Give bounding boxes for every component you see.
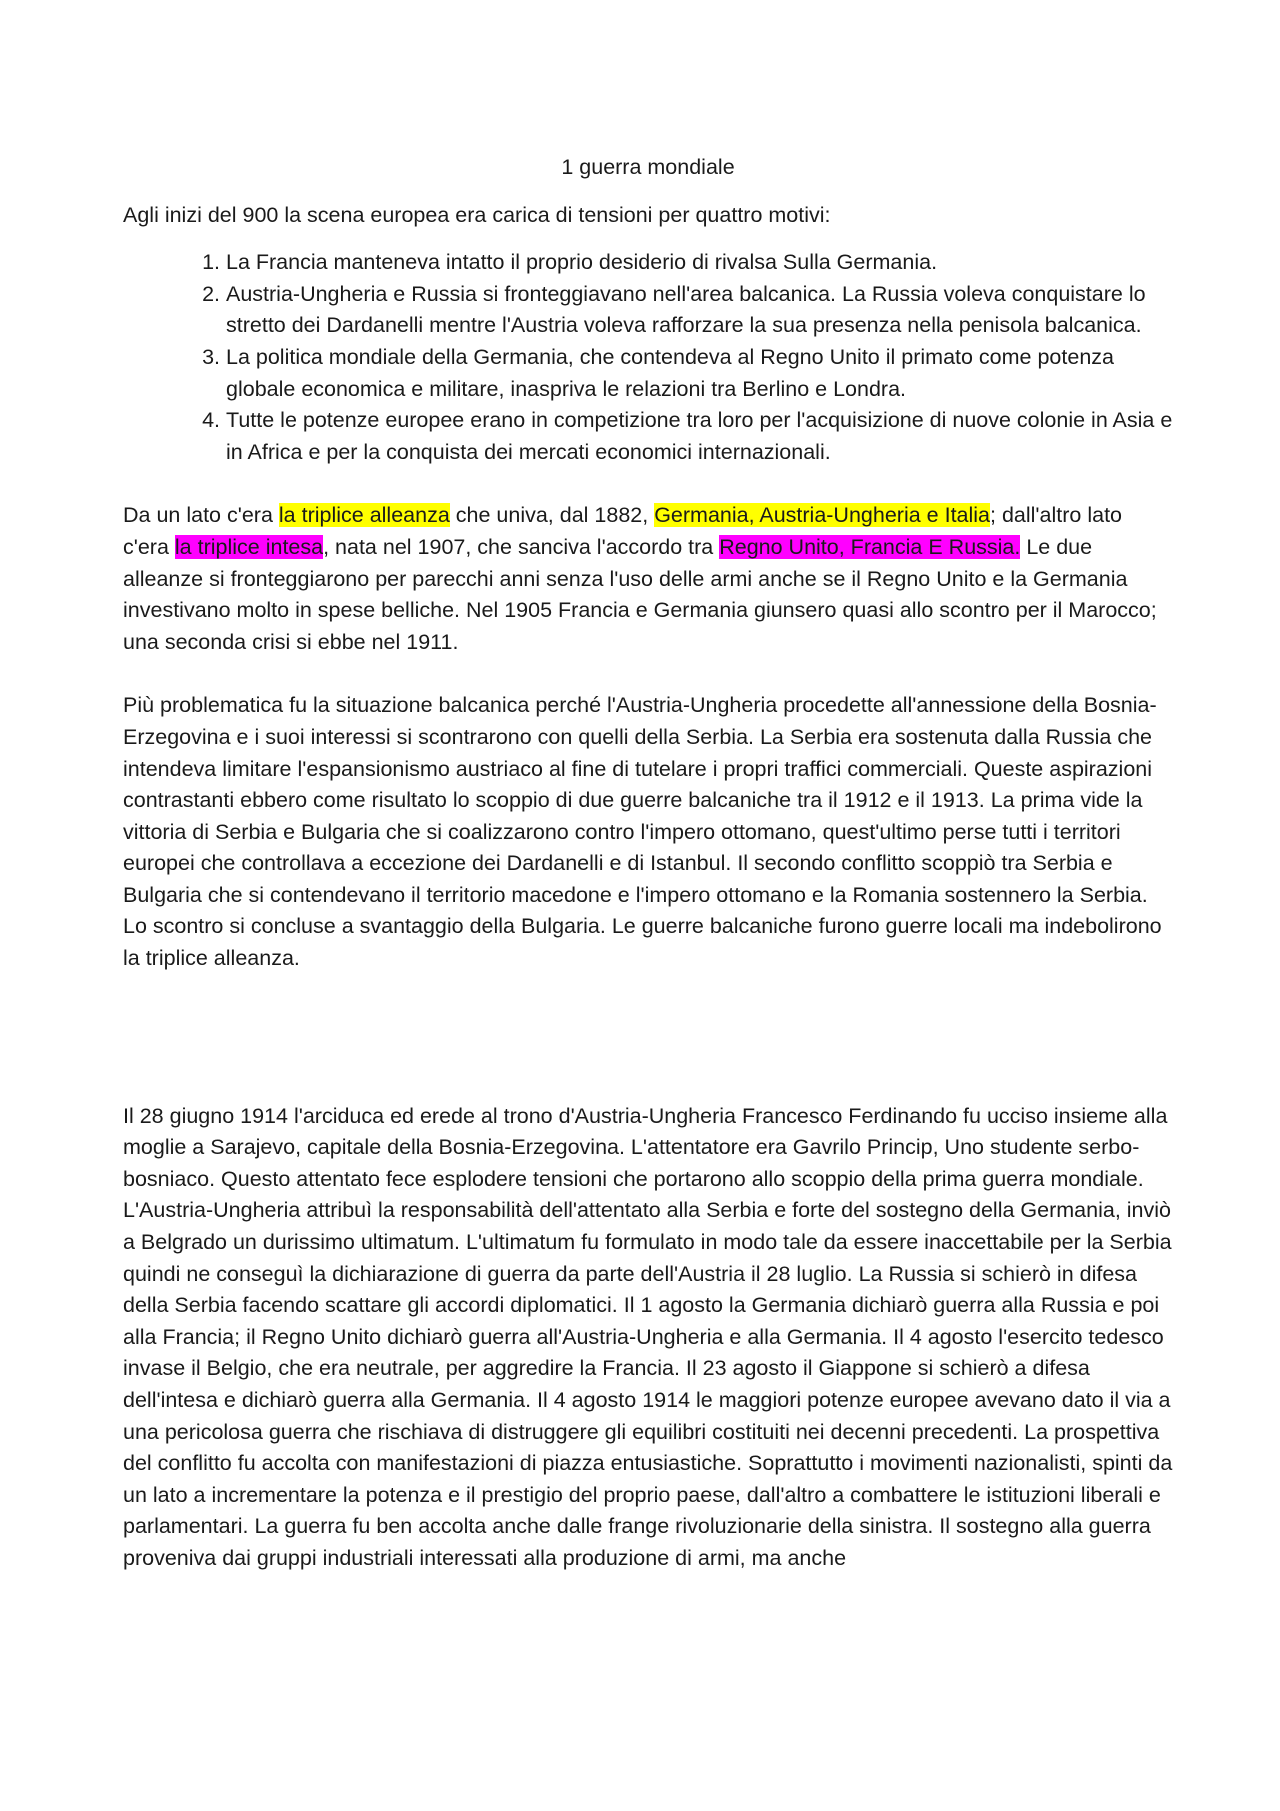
sarajevo-paragraph: Il 28 giugno 1914 l'arciduca ed erede al trono d'Austria-Ungheria Francesco Ferdinando fu ucciso insieme alla moglie a Sarajevo, capitale della Bosnia-Erzegovina. L'attentatore era Gavrilo Princip, Uno studente serbo-bosniaco. Questo attentato fece esplodere tensioni che portarono allo scoppio della prima guerra mondiale. L'Austria-Ungheria attribuì la responsabilità dell'attentato alla Serbia e forte del sostegno della Germania, inviò a Belgrado un durissimo ultimatum. L'ultimatum fu formulato in modo tale da essere inaccettabile per la Serbia quindi ne conseguì la dichiarazione di guerra da parte dell'Austria il 28 luglio. La Russia si schierò in difesa della Serbia facendo scattare gli accordi diplomatici. Il 1 agosto la Germania dichiarò guerra alla Russia e poi alla Francia; il Regno Unito dichiarò guerra all'Austria-Ungheria e alla Germania. Il 4 agosto l'esercito tedesco invase il Belgio, che era neutrale, per aggredire la Francia. Il 23 agosto il Giappone si schierò a difesa dell'intesa e dichiarò guerra alla Germania. Il 4 agosto 1914 le maggiori potenze europee avevano dato il via a una pericolosa guerra che rischiava di distruggere gli equilibri costituiti nei decenni precedenti. La prospettiva del conflitto fu accolta con manifestazioni di piazza entusiastiche. Soprattutto i movimenti nazionalisti, spinti da un lato a incrementare la potenza e il prestigio del proprio paese, dall'altro a combattere le istituzioni liberali e parlamentari. La guerra fu ben accolta anche dalle frange rivoluzionarie della sinistra. Il sostegno alla guerra proveniva dai gruppi industriali interessati alla produzione di armi, ma anche	[123, 1103, 1173, 1570]
highlight-alleanza-members: Germania, Austria-Ungheria e Italia	[654, 503, 991, 528]
balkans-paragraph: Più problematica fu la situazione balcanica perché l'Austria-Ungheria procedette all'annessione della Bosnia-Erzegovina e i suoi interessi si scontrarono con quelli della Serbia. La Serbia era sostenuta dalla Russia che intendeva limitare l'espansionismo austriaco al fine di tutelare i propri traffici commerciali. Queste aspirazioni contrastanti ebbero come risultato lo scoppio di due guerre balcaniche tra il 1912 e il 1913. La prima vide la vittoria di Serbia e Bulgaria che si coalizzarono contro l'impero ottomano, quest'ultimo perse tutti i territori europei che controllava a eccezione dei Dardanelli e di Istanbul. Il secondo conflitto scoppiò tra Serbia e Bulgaria che si contendevano il territorio macedone e l'impero ottomano e la Romania sostennero la Serbia. Lo scontro si concluse a svantaggio della Bulgaria. Le guerre balcaniche furono guerre locali ma indebolirono la triplice alleanza.	[123, 693, 1162, 971]
list-item: 3. La politica mondiale della Germania, che contendeva al Regno Unito il primato come potenza globale economica e militare, inaspriva le relazioni tra Berlino e Londra.	[226, 342, 1173, 405]
document-body	[123, 152, 1173, 1607]
alliances-text: che univa, dal 1882,	[449, 503, 655, 528]
intro-paragraph: Agli inizi del 900 la scena europea era carica di tensioni per quattro motivi:	[123, 202, 831, 227]
alliances-paragraph	[123, 500, 1173, 658]
highlight-triplice-intesa: la triplice intesa	[174, 534, 324, 559]
list-item: 2. Austria-Ungheria e Russia si fronteggiavano nell'area balcanica. La Russia voleva conquistare lo stretto dei Dardanelli mentre l'Austria voleva rafforzare la sua presenza nella penisola balcanica.	[226, 279, 1173, 342]
motives-list	[123, 247, 1173, 468]
highlight-triplice-alleanza: la triplice alleanza	[278, 503, 450, 528]
alliances-text: Le due alleanze si fronteggiarono per parecchi anni senza l'uso delle armi anche se il Regno Unito e la Germania investivano molto in spese belliche. Nel 1905 Francia e Germania giunsero quasi allo scontro per il Marocco; una seconda crisi si ebbe nel 1911.	[123, 534, 1157, 654]
alliances-text: Da un lato c'era	[123, 503, 279, 528]
highlight-intesa-members: Regno Unito, Francia E Russia.	[719, 534, 1021, 559]
alliances-text: , nata nel 1907, che sanciva l'accordo tra	[323, 534, 720, 559]
list-item: 1. La Francia manteneva intatto il proprio desiderio di rivalsa Sulla Germania.	[226, 247, 1173, 279]
list-item: 4. Tutte le potenze europee erano in competizione tra loro per l'acquisizione di nuove colonie in Asia e in Africa e per la conquista dei mercati economici internazionali.	[226, 405, 1173, 468]
document-title: 1 guerra mondiale	[561, 155, 735, 179]
alliances-text: ; dall'altro lato c'era	[123, 503, 1122, 559]
